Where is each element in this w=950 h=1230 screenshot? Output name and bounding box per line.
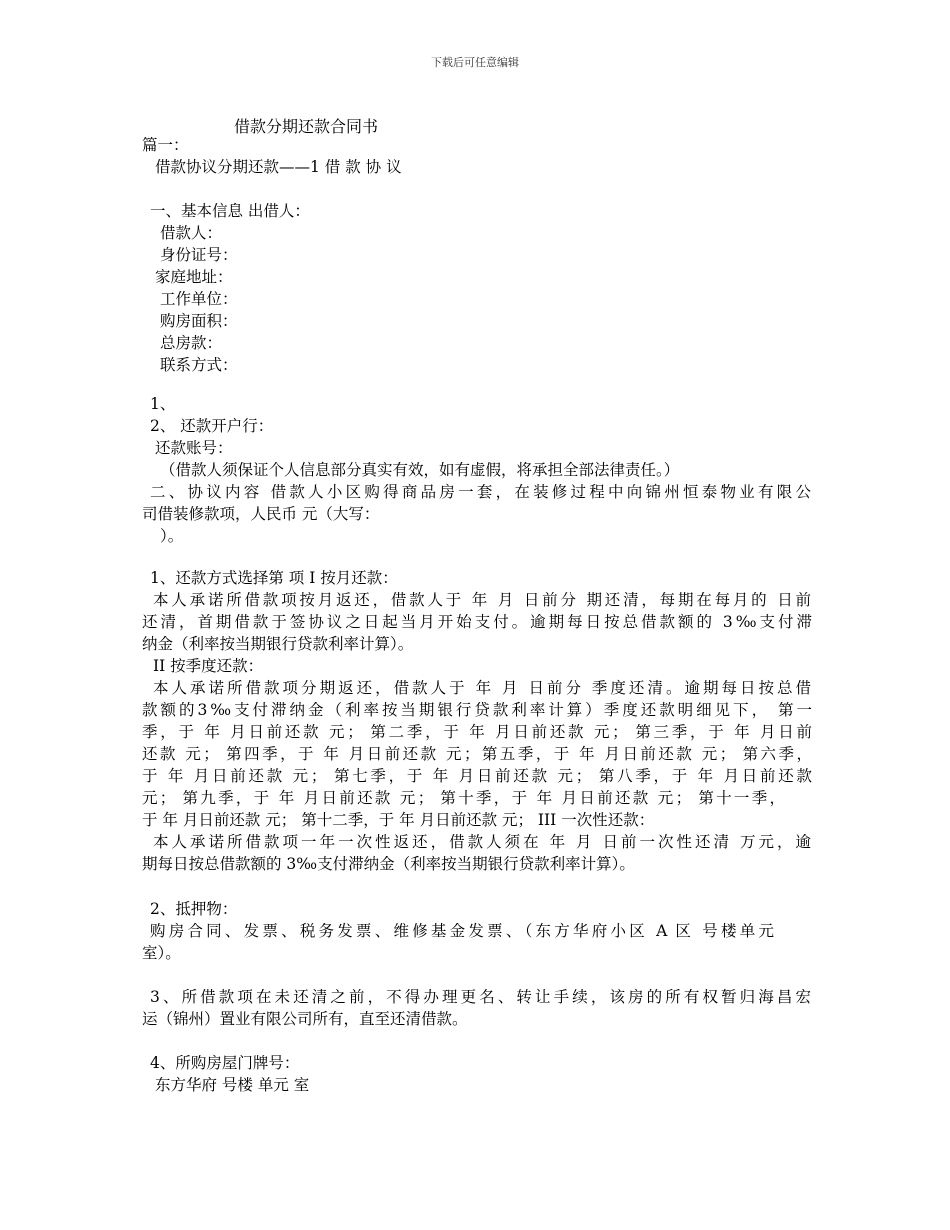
quarterly-repayment-line-6: 元； 第九季，于 年 月日前还款 元； 第十季，于 年 月日前还款 元； 第十一季，	[142, 789, 785, 807]
document-title: 借款分期还款合同书	[234, 117, 379, 136]
agreement-content-line-1: 二、协议内容 借款人小区购得商品房一套，在装修过程中向锦州恒泰物业有限公	[150, 483, 811, 501]
field-repayment-bank: 2、 还款开户行：	[150, 417, 274, 435]
quarterly-repayment-line-1: 本人承诺所借款项分期返还，借款人于 年 月 日前分 季度还清。逾期每日按总借	[153, 679, 811, 697]
quarterly-repayment-line-3: 季，于 年 月日前还款 元； 第二季，于 年 月日前还款 元； 第三季，于 年 月日前	[142, 723, 812, 741]
item-1: 1、	[150, 395, 176, 413]
quarterly-repayment-heading: II 按季度还款：	[153, 657, 264, 675]
basic-info-heading: 一、基本信息 出借人：	[150, 202, 310, 220]
field-home-address: 家庭地址：	[155, 268, 233, 286]
collateral-line-2: 室）。	[142, 944, 181, 962]
agreement-subtitle: 借款协议分期还款——1 借 款 协 议	[155, 158, 402, 176]
collateral-line-1: 购房合同、发票、税务发票、维修基金发票、（东方华府小区 A 区 号楼单元	[150, 922, 774, 940]
monthly-repayment-line-1: 本人承诺所借款项按月返还，借款人于 年 月 日前分 期还清，每期在每月的 日前	[153, 591, 811, 609]
monthly-repayment-line-2: 还清，首期借款于签协议之日起当月开始支付。逾期每日按总借款额的 3‰支付滞	[142, 613, 812, 631]
transfer-restriction-line-1: 3、所借款项在未还清之前，不得办理更名、转让手续，该房的所有权暂归海昌宏	[150, 988, 811, 1006]
monthly-repayment-line-3: 纳金（利率按当期银行贷款利率计算）。	[142, 635, 414, 653]
field-employer: 工作单位：	[160, 290, 238, 308]
agreement-content-line-3: ）。	[160, 527, 184, 545]
page-header-note: 下载后可任意编辑	[431, 56, 519, 69]
info-truth-notice: （借款人须保证个人信息部分真实有效，如有虚假，将承担全部法律责任。）	[160, 461, 680, 479]
quarterly-repayment-line-2: 款额的3‰支付滞纳金（利率按当期银行贷款利率计算）季度还款明细见下， 第一	[142, 701, 812, 719]
field-contact: 联系方式：	[160, 356, 238, 374]
house-number-value: 东方华府 号楼 单元 室	[155, 1076, 310, 1094]
agreement-content-line-2: 司借装修款项，人民币 元（大写：	[142, 505, 380, 523]
quarterly-repayment-line-5: 于 年 月日前还款 元； 第七季，于 年 月日前还款 元； 第八季，于 年 月日前还款	[142, 767, 812, 785]
field-repayment-account: 还款账号：	[155, 439, 233, 457]
field-housing-area: 购房面积：	[160, 312, 238, 330]
field-borrower: 借款人：	[160, 224, 223, 242]
quarterly-repayment-line-7: 于 年 月日前还款 元； 第十二季，于 年 月日前还款 元； III 一次性还款：	[142, 811, 655, 829]
repayment-method-heading: 1、还款方式选择第 项 I 按月还款：	[150, 569, 398, 587]
field-id-number: 身份证号：	[160, 246, 238, 264]
lump-sum-repayment-line-1: 本人承诺所借款项一年一次性返还，借款人须在 年 月 日前一次性还清 万元，逾	[153, 833, 811, 851]
lump-sum-repayment-line-2: 期每日按总借款额的 3‰支付滞纳金（利率按当期银行贷款利率计算）。	[142, 855, 635, 873]
section-label-part-one: 篇一：	[142, 136, 189, 154]
collateral-heading: 2、抵押物：	[150, 900, 238, 918]
quarterly-repayment-line-4: 还款 元； 第四季，于 年 月日前还款 元；第五季，于 年 月日前还款 元； 第六季，	[142, 745, 812, 763]
transfer-restriction-line-2: 运（锦州）置业有限公司所有，直至还清借款。	[142, 1010, 468, 1028]
house-number-heading: 4、所购房屋门牌号：	[150, 1054, 300, 1072]
field-total-price: 总房款：	[160, 334, 223, 352]
